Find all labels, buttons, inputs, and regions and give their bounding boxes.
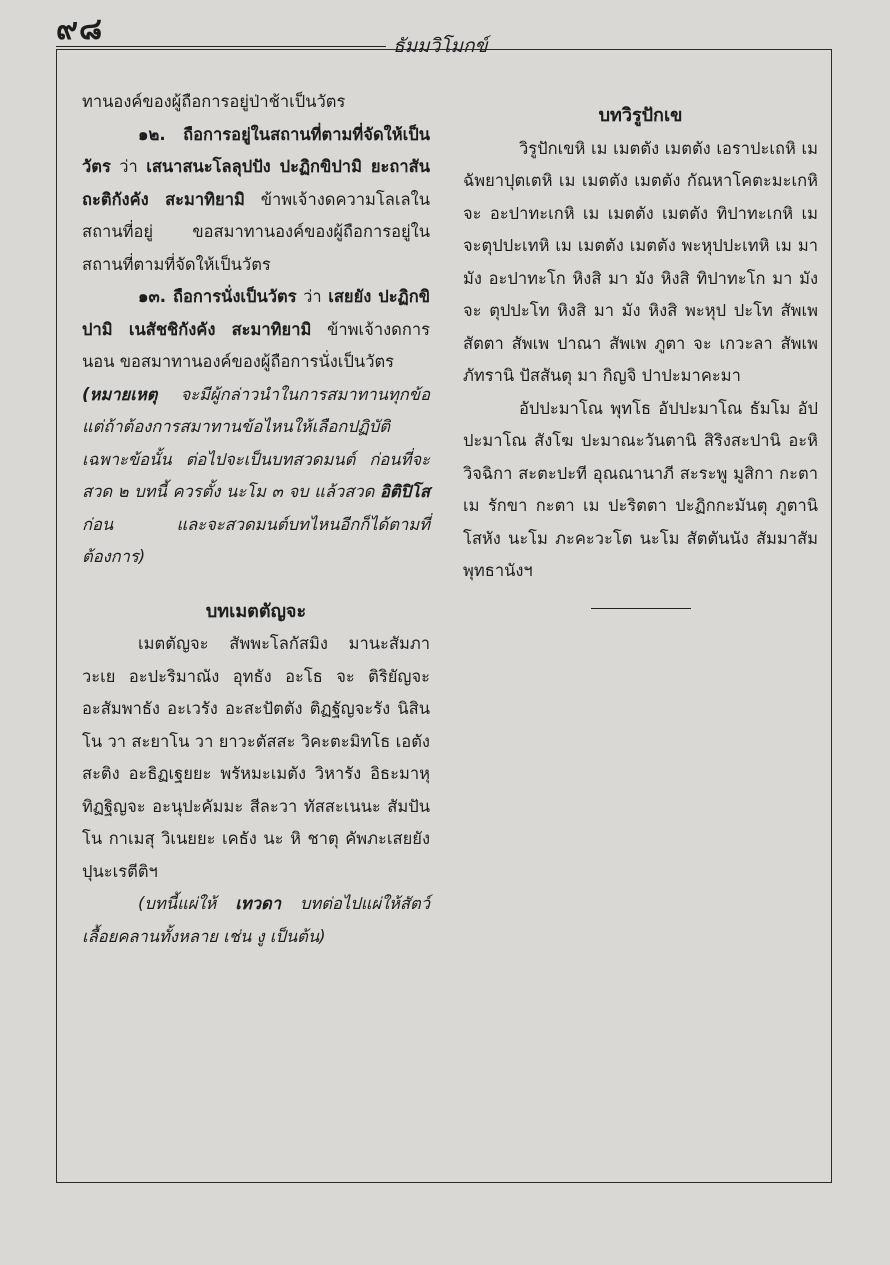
item-12-title: ๑๒. ถือการอยู่ในสถานที่ตามที่จัดให้เป็นวัตร — [82, 124, 430, 176]
header-rule — [56, 46, 386, 47]
end-rule — [591, 608, 691, 609]
appamano-body: อัปปะมาโณ พุทโธ อัปปะมาโณ ธัมโม อัปปะมาโณ สังโฆ ปะมาณะวันตานิ สิริงสะปานิ อะหิ วิจฉิกา สะตะปะที อุณณานาภี สะระพู มูสิกา กะตา เม รักขา กะตา เม ปะริตตา ปะฏิกกะมันตุ ภูตานิ โสหัง นะโม ภะคะวะโต นะโม สัตตันนัง สัมมาสัมพุทธานังฯ — [463, 398, 818, 580]
note — [82, 379, 430, 574]
page-number: ๙๘ — [56, 12, 104, 47]
note-title: อิติปิโส — [379, 482, 430, 501]
item-13-translation: ข้าพเจ้างดการนอน ขอสมาทานองค์ของผู้ถือการนั่งเป็นวัตร — [82, 319, 430, 371]
item-12 — [82, 119, 430, 282]
dedication-c: บทต่อไปแผ่ให้สัตว์เลื้อยคลานทั้งหลาย เช่น งู เป็นต้น) — [82, 894, 430, 946]
metta-dedication — [82, 888, 430, 953]
item-12-connector: ว่า — [119, 157, 138, 176]
item-13 — [82, 281, 430, 379]
item-13-title: ๑๓. ถือการนั่งเป็นวัตร — [138, 287, 297, 306]
virupakkha-body: วิรูปักเขหิ เม เมตตัง เมตตัง เอราปะเถหิ เม ฉัพยาปุตเตหิ เม เมตตัง เมตตัง กัณหาโคตะมะเกหิ จะ อะปาทะเกหิ เม เมตตัง เมตตัง ทิปาทะเกหิ เม จะตุปปะเทหิ เม เมตตัง เมตตัง พะหุปปะเทหิ เม มา มัง อะปาทะโก หิงสิ มา มัง หิงสิ ทิปาทะโก มา มัง จะ ตุปปะโท หิงสิ มา มัง หิงสิ พะหุป ปะโท สัพเพ สัตตา สัพเพ ปาณา สัพเพ ภูตา จะ เกวะลา สัพเพ ภัทรานิ ปัสสันตุ มา กิญจิ ปาปะมาคะมา — [463, 138, 818, 385]
dedication-a: (บทนี้แผ่ให้ — [138, 894, 217, 913]
virupakkha-heading: บทวิรูปักเข — [598, 105, 683, 126]
left-column — [82, 86, 430, 953]
note-label: (หมายเหตุ — [82, 384, 158, 404]
item-13-pali: เสยยัง ปะฏิกขิปามิ เนสัชชิกังคัง สะมาทิยามิ — [82, 287, 430, 339]
running-header: ธัมมวิโมกข์ — [393, 35, 488, 57]
paragraph-p1: ทานองค์ของผู้ถือการอยู่ป่าช้าเป็นวัตร — [82, 92, 346, 111]
spacer — [82, 574, 430, 596]
item-12-translation: ข้าพเจ้างดความโลเลในสถานที่อยู่ ขอสมาทานองค์ของผู้ถือการอยู่ในสถานที่ตามที่จัดให้เป็นวัตร — [82, 189, 430, 274]
spacer — [463, 86, 818, 100]
dedication-b: เทวดา — [235, 894, 282, 913]
note-text-2: ก่อน และจะสวดมนต์บทไหนอีกก็ได้ตามที่ต้องการ) — [82, 514, 430, 566]
note-text-1: จะมีผู้กล่าวนำในการสมาทานทุกข้อ แต่ถ้าต้องการสมาทานข้อไหนให้เลือกปฏิบัติเฉพาะข้อนั้น ต่อไปจะเป็นบทสวดมนต์ ก่อนที่จะสวด ๒ บทนี้ ควรตั้ง นะโม ๓ จบ แล้วสวด — [82, 384, 430, 501]
item-12-pali: เสนาสนะโลลุปปัง ปะฏิกขิปามิ ยะถาสันถะติกังคัง สะมาทิยามิ — [82, 157, 430, 209]
metta-body: เมตตัญจะ สัพพะโลกัสมิง มานะสัมภาวะเย อะปะริมาณัง อุทธัง อะโธ จะ ติริยัญจะ อะสัมพาธัง อะเวรัง อะสะปัตตัง ติฏฐัญจะรัง นิสินโน วา สะยาโน วา ยาวะตัสสะ วิคะตะมิทโธ เอตัง สะติง อะธิฏเฐยยะ พรัหมะเมตัง วิหารัง อิธะมาหุ ทิฏฐิญจะ อะนุปะคัมมะ สีละวา ทัสสะเนนะ สัมปันโน กาเมสุ วิเนยยะ เคธัง นะ หิ ชาตุ คัพภะเสยยัง ปุนะเรตีติฯ — [82, 634, 430, 881]
metta-heading: บทเมตตัญจะ — [205, 600, 307, 622]
item-13-connector: ว่า — [303, 287, 322, 306]
right-column — [463, 86, 818, 609]
